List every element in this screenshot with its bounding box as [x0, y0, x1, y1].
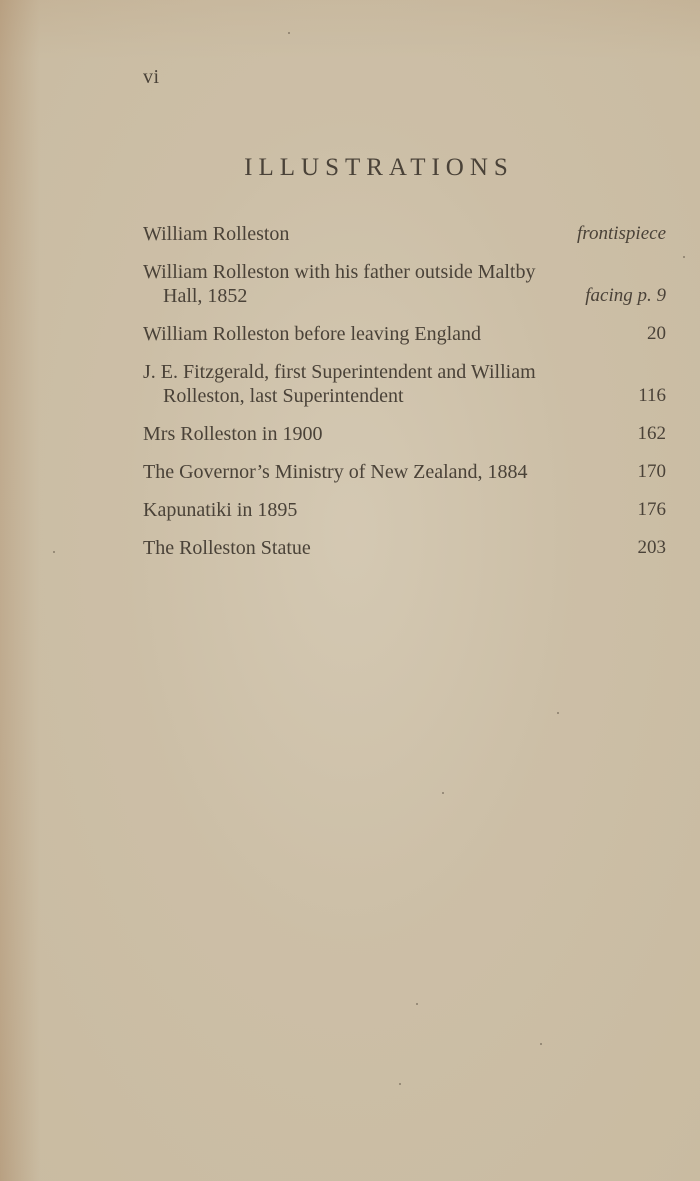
entry-title-line: J. E. Fitzgerald, first Superintendent and William	[143, 361, 536, 383]
list-item	[143, 222, 666, 246]
entry-title-line: William Rolleston	[143, 223, 290, 245]
entry-title-line: The Governor’s Ministry of New Zealand, 1884	[143, 461, 528, 483]
entry-title	[143, 536, 638, 560]
list-item	[143, 536, 666, 560]
list-item	[143, 498, 666, 522]
paper-speck	[416, 1003, 418, 1005]
entry-title-continuation: Rolleston, last Superintendent	[163, 385, 404, 407]
list-item	[143, 260, 666, 308]
entry-title	[143, 422, 638, 446]
list-item	[143, 460, 666, 484]
entry-title-line: William Rolleston before leaving England	[143, 323, 481, 345]
paper-speck	[442, 792, 444, 794]
entry-page: frontispiece	[577, 223, 666, 244]
entry-title	[143, 322, 647, 346]
entry-page: 170	[637, 461, 666, 482]
entry-page: 162	[637, 423, 666, 444]
entry-page: 116	[638, 385, 666, 406]
illustrations-list	[143, 222, 666, 574]
paper-speck	[683, 256, 685, 258]
entry-title	[143, 260, 585, 308]
entry-page: 20	[647, 323, 666, 344]
page-number: vi	[143, 66, 160, 88]
entry-title-continuation: Hall, 1852	[163, 285, 248, 307]
entry-title	[143, 222, 577, 246]
entry-title-line: The Rolleston Statue	[143, 537, 311, 559]
entry-title	[143, 360, 638, 408]
paper-speck	[557, 712, 559, 714]
entry-page: 176	[637, 499, 666, 520]
entry-title	[143, 498, 638, 522]
page-title: ILLUSTRATIONS	[244, 154, 514, 181]
entry-page: 203	[637, 537, 666, 558]
entry-title-line: Mrs Rolleston in 1900	[143, 423, 323, 445]
entry-title-line: Kapunatiki in 1895	[143, 499, 298, 521]
entry-title	[143, 460, 638, 484]
list-item	[143, 422, 666, 446]
entry-title-line: William Rolleston with his father outside Maltby	[143, 261, 536, 283]
paper-speck	[399, 1083, 401, 1085]
paper-speck	[540, 1043, 542, 1045]
list-item	[143, 322, 666, 346]
paper-speck	[53, 551, 55, 553]
entry-page: facing p. 9	[585, 285, 666, 306]
paper-speck	[288, 32, 290, 34]
list-item	[143, 360, 666, 408]
